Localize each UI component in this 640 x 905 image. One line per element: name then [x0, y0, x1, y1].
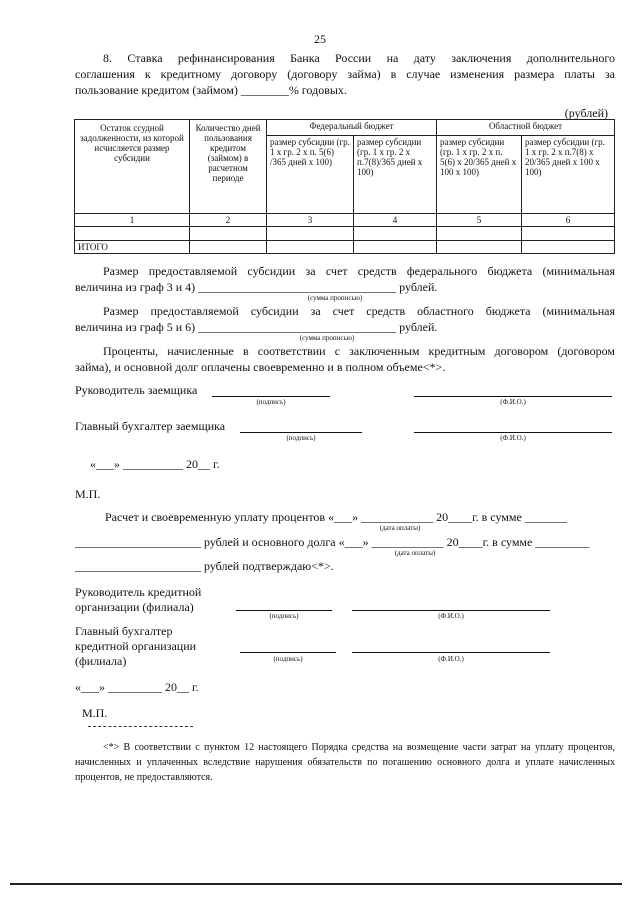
subsidy-table	[74, 119, 615, 254]
rate-line-2: соглашения к кредитному договору (договору займа) в случае изменения размера платы за	[75, 67, 615, 81]
credit-acc-label-3: (филиала)	[75, 654, 127, 668]
col-header-balance: Остаток ссудной задолженности, из которой исчисляется размер субсидии	[75, 120, 190, 214]
rate-line-1: 8. Ставка рефинансирования Банка России на дату заключения дополнительного	[103, 51, 615, 65]
interest-line-1: Проценты, начисленные в соответствии с заключенным кредитным договором (договором	[103, 344, 615, 358]
col-number: 1	[75, 214, 190, 227]
credit-acc-name-line	[352, 652, 550, 653]
sign-caption: (подпись)	[286, 434, 316, 442]
footnote: <*> В соответствии с пунктом 12 настоящего Порядка средства на возмещение части затрат на уплату процентов, начисленных и уплаченных вследствие нарушения обязательств по погашению основного долга и уплате начисленных процентов, не предоставляются.	[75, 742, 615, 783]
col-number: 3	[267, 214, 354, 227]
borrower-accountant-label: Главный бухгалтер заемщика	[75, 419, 226, 433]
currency-note: (рублей)	[564, 106, 608, 120]
credit-head-sign-line	[236, 610, 332, 611]
name-caption: (Ф.И.О.)	[500, 434, 526, 442]
payment-date-caption-1: (дата оплаты)	[379, 524, 421, 532]
regional-paragraph	[75, 303, 615, 335]
total-label: ИТОГО	[75, 241, 190, 254]
sign-caption: (подпись)	[256, 398, 286, 406]
borrower-head-label: Руководитель заемщика	[75, 383, 198, 397]
name-caption: (Ф.И.О.)	[500, 398, 526, 406]
regional-line-1: Размер предоставляемой субсидии за счет средств областного бюджета (минимальная	[103, 304, 615, 318]
borrower-head-sign-line	[212, 396, 330, 397]
col-header-reg-b: размер субсидии (гр. 1 х гр. 2 х п.7(8) х 20/365 дней х 100 х 100)	[522, 136, 615, 214]
col-number: 6	[522, 214, 615, 227]
interest-paragraph	[75, 343, 615, 375]
credit-seal: М.П.	[82, 706, 108, 720]
borrower-acc-name-line	[414, 432, 612, 433]
col-header-fed-b: размер субсидии (гр. 1 х гр. 2 х п.7(8)/365 дней х 100)	[354, 136, 437, 214]
col-header-days: Количество дней пользования кредитом (займом) в расчетном периоде	[190, 120, 267, 214]
payment-line-1: Расчет и своевременную уплату процентов «___» ____________ 20____г. в сумме _______	[105, 510, 567, 524]
separator-dashed	[88, 726, 193, 727]
payment-line-3: _____________________ рублей подтверждаю<*>.	[75, 559, 334, 573]
payment-date-caption-2: (дата оплаты)	[394, 549, 436, 557]
rate-paragraph	[75, 50, 615, 98]
sign-caption: (подпись)	[269, 612, 299, 620]
rate-line-3: пользование кредитом (займом) ________% годовых.	[75, 83, 347, 97]
borrower-seal: М.П.	[75, 487, 101, 501]
federal-caption: (сумма прописью)	[307, 294, 363, 302]
credit-date: «___» _________ 20__ г.	[75, 680, 199, 694]
credit-head-name-line	[352, 610, 550, 611]
sign-caption: (подпись)	[273, 655, 303, 663]
col-number: 4	[354, 214, 437, 227]
federal-paragraph	[75, 263, 615, 295]
credit-head-label-1: Руководитель кредитной	[75, 585, 202, 599]
col-header-federal: Федеральный бюджет	[267, 120, 437, 136]
credit-acc-label-1: Главный бухгалтер	[75, 624, 173, 638]
column-number-row	[75, 214, 615, 227]
empty-row	[75, 227, 615, 241]
col-header-reg-a: размер субсидии (гр. 1 х гр. 2 х п. 5(6) х 20/365 дней х 100 х 100)	[437, 136, 522, 214]
borrower-date: «___» __________ 20__ г.	[90, 457, 220, 471]
regional-line-2: величина из граф 5 и 6) _________________________________ рублей.	[75, 320, 438, 334]
credit-acc-sign-line	[240, 652, 336, 653]
page-number: 25	[314, 32, 326, 46]
col-header-fed-a: размер субсидии (гр. 1 х гр. 2 х п. 5(6) /365 дней х 100)	[267, 136, 354, 214]
interest-line-2: займа), и основной долг оплачены своевременно и в полном объеме<*>.	[75, 360, 446, 374]
bottom-rule	[10, 883, 622, 885]
federal-line-1: Размер предоставляемой субсидии за счет средств федерального бюджета (минимальная	[103, 264, 615, 278]
borrower-head-name-line	[414, 396, 612, 397]
total-row	[75, 241, 615, 254]
col-number: 5	[437, 214, 522, 227]
federal-line-2: величина из граф 3 и 4) _________________________________ рублей.	[75, 280, 438, 294]
name-caption: (Ф.И.О.)	[438, 612, 464, 620]
name-caption: (Ф.И.О.)	[438, 655, 464, 663]
credit-head-label-2: организации (филиала)	[75, 600, 194, 614]
payment-line-2: _____________________ рублей и основного долга «___» ____________ 20____г. в сумме _________	[75, 535, 590, 549]
borrower-acc-sign-line	[240, 432, 362, 433]
col-header-regional: Областной бюджет	[437, 120, 615, 136]
col-number: 2	[190, 214, 267, 227]
credit-acc-label-2: кредитной организации	[75, 639, 197, 653]
regional-caption: (сумма прописью)	[299, 334, 355, 342]
